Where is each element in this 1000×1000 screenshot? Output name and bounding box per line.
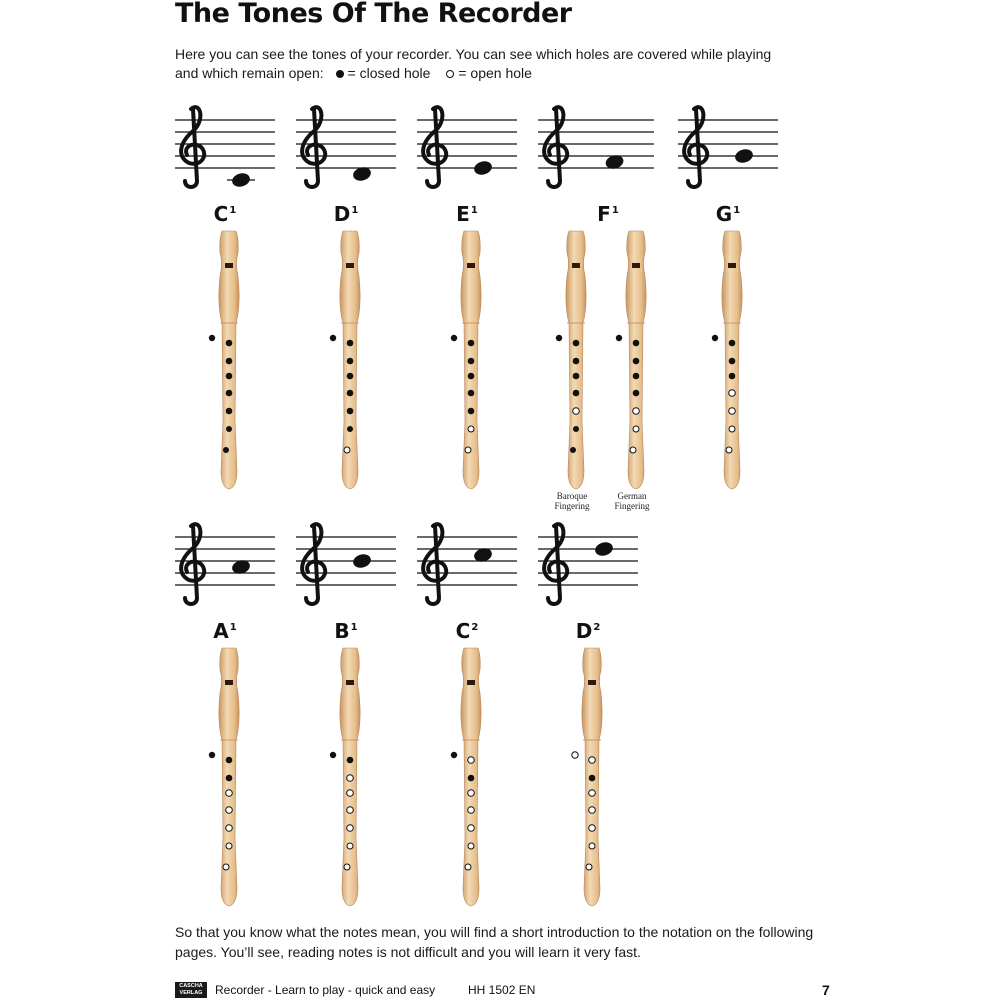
closed-hole <box>589 775 596 782</box>
closed-hole <box>468 775 475 782</box>
music-staff <box>538 522 638 612</box>
open-hole <box>468 757 475 764</box>
closed-hole <box>468 408 475 415</box>
closed-hole <box>347 757 354 764</box>
open-hole <box>586 864 592 870</box>
closed-hole <box>223 447 229 453</box>
closed-hole <box>729 373 736 380</box>
note-letter: B <box>334 619 350 643</box>
closed-hole <box>573 390 580 397</box>
intro-line-2-prefix: and which remain open: <box>175 65 324 81</box>
note-name <box>417 202 517 226</box>
closed-hole <box>226 373 233 380</box>
open-hole <box>468 843 474 849</box>
treble-clef-icon <box>181 107 204 187</box>
recorder-diagram <box>556 231 596 493</box>
closed-hole <box>633 358 640 365</box>
fingering-label <box>602 491 662 511</box>
open-hole <box>589 825 596 832</box>
note-name <box>538 619 638 643</box>
note-name <box>296 619 396 643</box>
open-hole <box>226 843 232 849</box>
note-head <box>473 159 494 176</box>
open-hole <box>465 864 471 870</box>
closed-hole <box>347 390 354 397</box>
open-hole <box>726 447 732 453</box>
fingering-label-line-1: Baroque <box>556 491 588 501</box>
open-hole <box>729 408 736 415</box>
footer-product-code: HH 1502 EN <box>468 983 536 997</box>
intro-line-1: Here you can see the tones of your recorder. You can see which holes are covered while playing <box>175 46 772 62</box>
closed-hole <box>226 358 233 365</box>
note-letter: D <box>575 619 593 643</box>
closed-hole <box>573 373 580 380</box>
note-letter: D <box>333 202 351 226</box>
thumb-hole <box>451 752 457 758</box>
treble-clef-icon <box>302 107 325 187</box>
recorder-window <box>572 263 580 268</box>
closed-hole <box>226 408 233 415</box>
closed-hole <box>347 373 354 380</box>
open-hole <box>347 775 354 782</box>
closed-hole <box>573 426 579 432</box>
closed-hole <box>226 390 233 397</box>
fingering-label-line-2: Fingering <box>614 501 650 511</box>
note-octave: 1 <box>351 205 359 216</box>
thumb-hole <box>712 335 718 341</box>
open-hole <box>347 825 354 832</box>
open-hole <box>468 790 475 797</box>
recorder-window <box>346 680 354 685</box>
music-staff <box>175 522 275 612</box>
outro-paragraph: So that you know what the notes mean, you will find a short introduction to the notation on the following pages. You’ll see, reading notes is not difficult and you will learn it very fast. <box>175 924 814 960</box>
treble-clef-icon <box>544 107 567 187</box>
intro-paragraph <box>175 45 795 83</box>
note-letter: C <box>213 202 229 226</box>
open-hole <box>589 790 596 797</box>
closed-hole <box>226 757 233 764</box>
note-octave: 1 <box>350 622 358 633</box>
closed-hole <box>468 373 475 380</box>
thumb-hole <box>330 752 336 758</box>
treble-clef-icon <box>684 107 707 187</box>
open-hole <box>633 426 639 432</box>
recorder-diagram <box>209 231 249 493</box>
open-hole <box>589 807 596 814</box>
open-hole <box>226 825 233 832</box>
closed-hole <box>633 340 640 347</box>
recorder-window <box>225 680 233 685</box>
note-name <box>296 202 396 226</box>
recorder-window <box>632 263 640 268</box>
note-octave: 1 <box>470 205 478 216</box>
closed-hole <box>573 340 580 347</box>
footer-series-title: Recorder - Learn to play - quick and easy <box>215 983 436 997</box>
thumb-hole <box>209 335 215 341</box>
page-number: 7 <box>822 982 830 998</box>
music-staff <box>678 105 778 195</box>
open-hole-icon <box>446 70 454 78</box>
music-staff <box>417 105 517 195</box>
closed-hole <box>729 340 736 347</box>
recorder-window <box>467 263 475 268</box>
open-hole <box>223 864 229 870</box>
note-octave: 1 <box>733 205 741 216</box>
recorder-diagram <box>451 231 491 493</box>
note-letter: C <box>455 619 471 643</box>
music-staff <box>296 105 396 195</box>
open-hole <box>589 757 596 764</box>
music-staff <box>175 105 275 195</box>
thumb-hole <box>330 335 336 341</box>
open-hole <box>344 447 350 453</box>
footer <box>175 982 835 1000</box>
open-hole <box>226 807 233 814</box>
closed-hole <box>633 373 640 380</box>
open-hole <box>589 843 595 849</box>
fingering-label <box>542 491 602 511</box>
note-octave: 2 <box>471 622 479 633</box>
open-hole <box>633 408 640 415</box>
legend-closed-label: = closed hole <box>347 65 431 81</box>
closed-hole <box>570 447 576 453</box>
note-octave: 1 <box>229 622 237 633</box>
recorder-window <box>467 680 475 685</box>
open-hole <box>465 447 471 453</box>
note-name <box>417 619 517 643</box>
note-octave: 2 <box>593 622 601 633</box>
closed-hole <box>468 390 475 397</box>
closed-hole <box>468 340 475 347</box>
note-octave: 1 <box>229 205 237 216</box>
closed-hole <box>347 408 354 415</box>
note-name <box>538 202 678 226</box>
closed-hole <box>347 358 354 365</box>
recorder-window <box>588 680 596 685</box>
note-name <box>175 619 275 643</box>
recorder-diagram <box>712 231 752 493</box>
note-head <box>352 552 373 569</box>
logo-line-1: CASCHA <box>179 983 203 989</box>
open-hole <box>729 390 736 397</box>
recorder-diagram <box>330 231 370 493</box>
open-hole <box>468 807 475 814</box>
closed-hole <box>226 426 232 432</box>
recorder-diagram <box>451 648 491 910</box>
note-head <box>734 147 755 164</box>
thumb-hole <box>572 752 578 758</box>
thumb-hole <box>451 335 457 341</box>
note-letter: A <box>213 619 229 643</box>
closed-hole <box>347 426 353 432</box>
treble-clef-icon <box>181 524 204 604</box>
thumb-hole <box>616 335 622 341</box>
note-name <box>678 202 778 226</box>
fingering-label-line-1: German <box>617 491 647 501</box>
logo-line-2: VERLAG <box>179 990 203 996</box>
recorder-diagram <box>616 231 656 493</box>
closed-hole-icon <box>336 70 344 78</box>
treble-clef-icon <box>544 524 567 604</box>
recorder-window <box>225 263 233 268</box>
recorder-diagram <box>209 648 249 910</box>
recorder-window <box>728 263 736 268</box>
note-head <box>594 540 615 557</box>
treble-clef-icon <box>423 524 446 604</box>
music-staff <box>538 105 654 195</box>
open-hole <box>344 864 350 870</box>
music-staff <box>296 522 396 612</box>
note-name <box>175 202 275 226</box>
closed-hole <box>226 775 233 782</box>
note-letter: G <box>715 202 733 226</box>
note-letter: E <box>456 202 470 226</box>
note-head <box>231 171 252 188</box>
open-hole <box>573 408 580 415</box>
thumb-hole <box>209 752 215 758</box>
open-hole <box>729 426 735 432</box>
open-hole <box>226 790 233 797</box>
music-staff <box>417 522 517 612</box>
closed-hole <box>226 340 233 347</box>
recorder-window <box>346 263 354 268</box>
legend-open-label: = open hole <box>458 65 532 81</box>
recorder-diagram <box>330 648 370 910</box>
fingering-label-line-2: Fingering <box>554 501 590 511</box>
open-hole <box>347 843 353 849</box>
open-hole <box>347 790 354 797</box>
open-hole <box>347 807 354 814</box>
closed-hole <box>347 340 354 347</box>
closed-hole <box>633 390 640 397</box>
open-hole <box>468 825 475 832</box>
treble-clef-icon <box>302 524 325 604</box>
closed-hole <box>573 358 580 365</box>
closed-hole <box>468 358 475 365</box>
thumb-hole <box>556 335 562 341</box>
closed-hole <box>729 358 736 365</box>
publisher-logo <box>175 982 207 998</box>
open-hole <box>468 426 474 432</box>
note-letter: F <box>597 202 611 226</box>
note-octave: 1 <box>611 205 619 216</box>
open-hole <box>630 447 636 453</box>
intro-line-2 <box>175 64 795 83</box>
recorder-diagram <box>572 648 612 910</box>
page-title: The Tones Of The Recorder <box>175 0 572 29</box>
treble-clef-icon <box>423 107 446 187</box>
